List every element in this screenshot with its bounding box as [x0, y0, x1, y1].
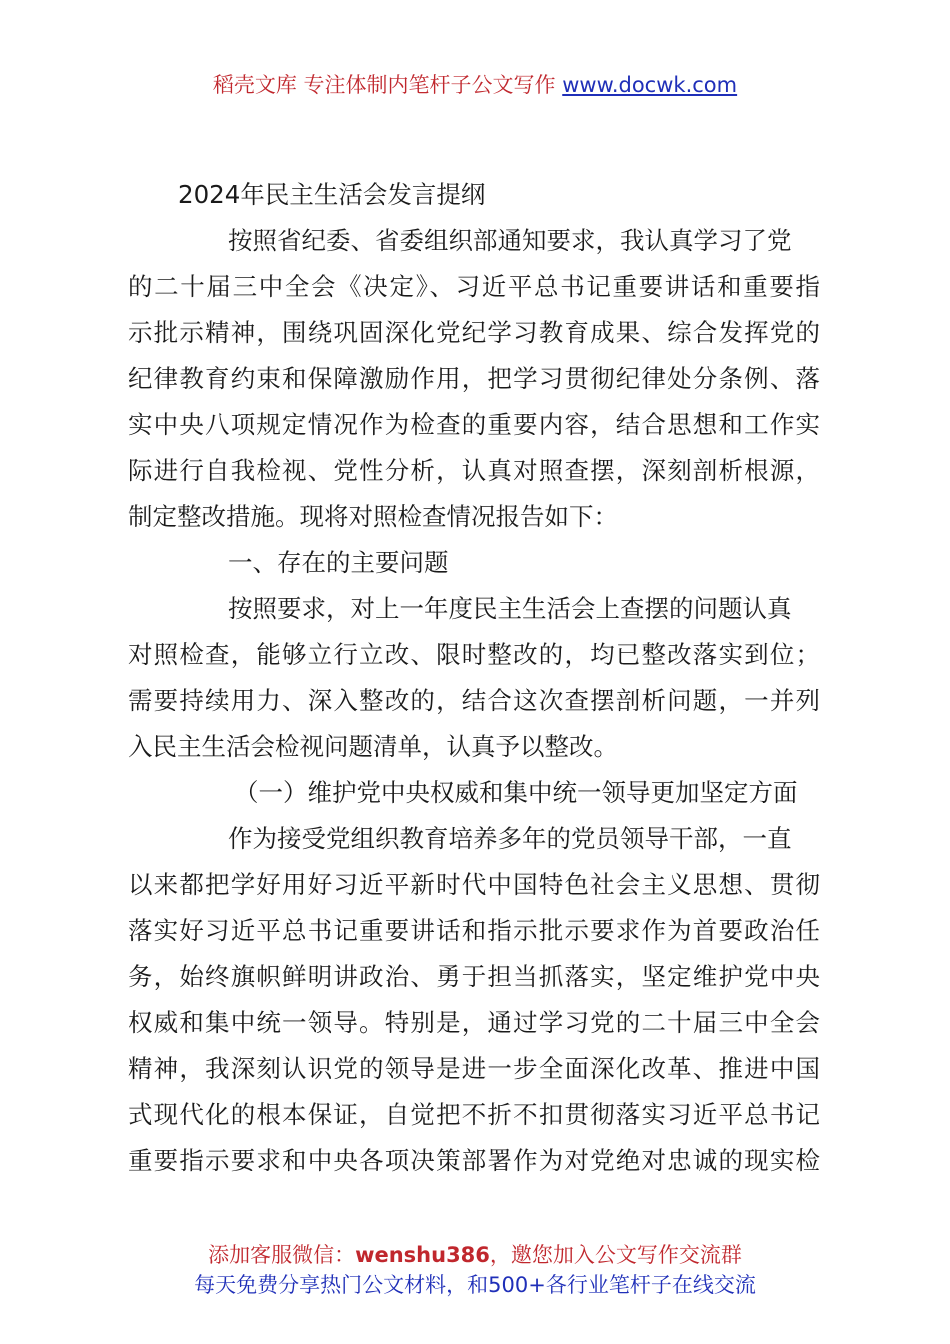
- paragraph-line: 际进行自我检视、党性分析，认真对照查摆，深刻剖析根源，: [128, 456, 820, 485]
- paragraph-line: 纪律教育约束和保障激励作用，把学习贯彻纪律处分条例、落: [128, 364, 820, 393]
- paragraph-line: 以来都把学好用好习近平新时代中国特色社会主义思想、贯彻: [128, 870, 820, 899]
- paragraph-line: 按照省纪委、省委组织部通知要求，我认真学习了党: [228, 226, 792, 255]
- paragraph-line: 的二十届三中全会《决定》、习近平总书记重要讲话和重要指: [128, 272, 820, 301]
- header-website-link[interactable]: www.docwk.com: [562, 73, 738, 97]
- footer-contact-suffix: ，邀您加入公文写作交流群: [489, 1243, 742, 1267]
- paragraph-line: 重要指示要求和中央各项决策部署作为对党绝对忠诚的现实检: [128, 1146, 820, 1175]
- document-body: [128, 172, 820, 1184]
- subsection-heading: （一）维护党中央权威和集中统一领导更加坚定方面: [234, 778, 798, 807]
- section-heading: 一、存在的主要问题: [228, 548, 449, 577]
- paragraph-line: 务，始终旗帜鲜明讲政治、勇于担当抓落实，坚定维护党中央: [128, 962, 820, 991]
- paragraph-line: 实中央八项规定情况作为检查的重要内容，结合思想和工作实: [128, 410, 820, 439]
- paragraph-line: 作为接受党组织教育培养多年的党员领导干部，一直: [228, 824, 792, 853]
- paragraph-line: 按照要求，对上一年度民主生活会上查摆的问题认真: [228, 594, 792, 623]
- paragraph-line: 落实好习近平总书记重要讲话和指示批示要求作为首要政治任: [128, 916, 820, 945]
- paragraph-line: 需要持续用力、深入整改的，结合这次查摆剖析问题，一并列: [128, 686, 820, 715]
- paragraph-line: 制定整改措施。现将对照检查情况报告如下：: [128, 502, 618, 531]
- page-header-banner: [0, 70, 950, 100]
- header-tagline: 稻壳文库 专注体制内笔杆子公文写作: [212, 73, 563, 97]
- page-footer-banner: [0, 1240, 950, 1300]
- document-title: 2024年民主生活会发言提纲: [178, 180, 486, 209]
- paragraph-line: 精神，我深刻认识党的领导是进一步全面深化改革、推进中国: [128, 1054, 820, 1083]
- paragraph-line: 对照检查，能够立行立改、限时整改的，均已整改落实到位；: [128, 640, 820, 669]
- paragraph-line: 式现代化的根本保证，自觉把不折不扣贯彻落实习近平总书记: [128, 1100, 820, 1129]
- paragraph-line: 示批示精神，围绕巩固深化党纪学习教育成果、综合发挥党的: [128, 318, 820, 347]
- paragraph-line: 权威和集中统一领导。特别是，通过学习党的二十届三中全会: [128, 1008, 820, 1037]
- footer-promo-line: 每天免费分享热门公文材料，和500+各行业笔杆子在线交流: [194, 1273, 756, 1297]
- footer-wechat-id: wenshu386: [355, 1243, 490, 1267]
- paragraph-line: 入民主生活会检视问题清单，认真予以整改。: [128, 732, 618, 761]
- footer-contact-line: [0, 1240, 950, 1270]
- footer-contact-prefix: 添加客服微信：: [208, 1243, 356, 1267]
